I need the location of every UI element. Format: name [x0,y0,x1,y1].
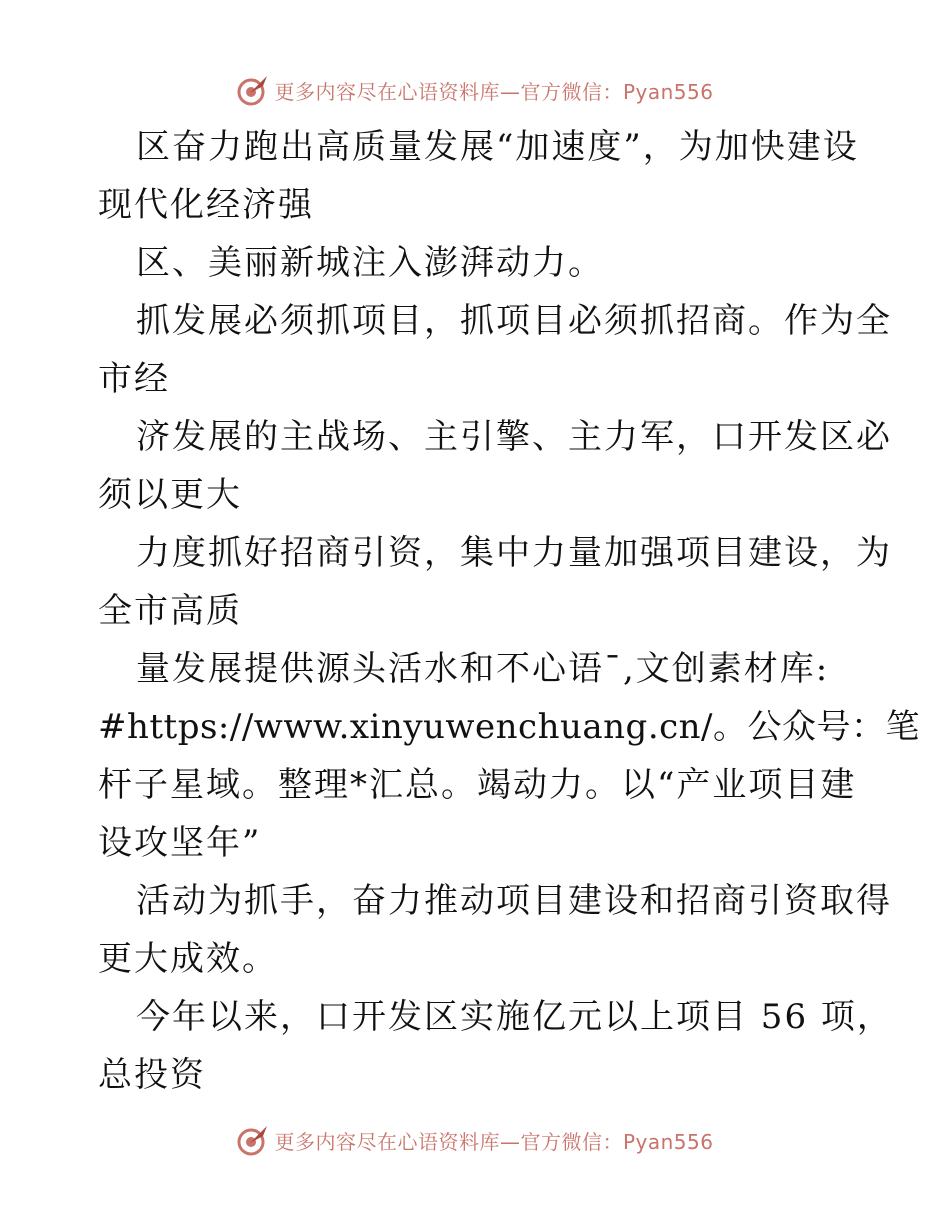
text-line: 区奋力跑出高质量发展“加速度”，为加快建设 [136,127,859,167]
text-line: 今年以来，口开发区实施亿元以上项目 56 项， [136,997,893,1037]
text-line: 杆子星域。整理*汇总。竭动力。以“产业项目建 [98,765,857,805]
text-line: 设攻坚年” [98,823,262,863]
watermark-text: 更多内容尽在心语资料库—官方微信：Pyan556 [274,1129,714,1154]
watermark-text: 更多内容尽在心语资料库—官方微信：Pyan556 [274,79,714,104]
text-line: 济发展的主战场、主引擎、主力军，口开发区必 [136,417,892,457]
text-line: 全市高质 [98,591,242,631]
text-line: 抓发展必须抓项目，抓项目必须抓招商。作为全 [136,301,892,341]
quill-logo-icon [236,1123,270,1157]
footer-watermark [0,1122,950,1158]
text-line: 须以更大 [98,475,242,515]
text-line: 量发展提供源头活水和不心语¯,文创素材库: [136,649,830,689]
text-line: 总投资 [98,1055,206,1095]
text-line: 更大成效。 [98,939,278,979]
text-line: 区、美丽新城注入澎湃动力。 [136,243,604,283]
text-line: 现代化经济强 [98,185,314,225]
text-line: 活动为抓手，奋力推动项目建设和招商引资取得 [136,881,892,921]
document-body [98,118,921,1104]
text-line: 市经 [98,359,170,399]
quill-logo-icon [236,73,270,107]
header-watermark [0,72,950,108]
text-line: #https://www.xinyuwenchuang.cn/。公众号：笔 [98,707,921,747]
text-line: 力度抓好招商引资，集中力量加强项目建设，为 [136,533,892,573]
